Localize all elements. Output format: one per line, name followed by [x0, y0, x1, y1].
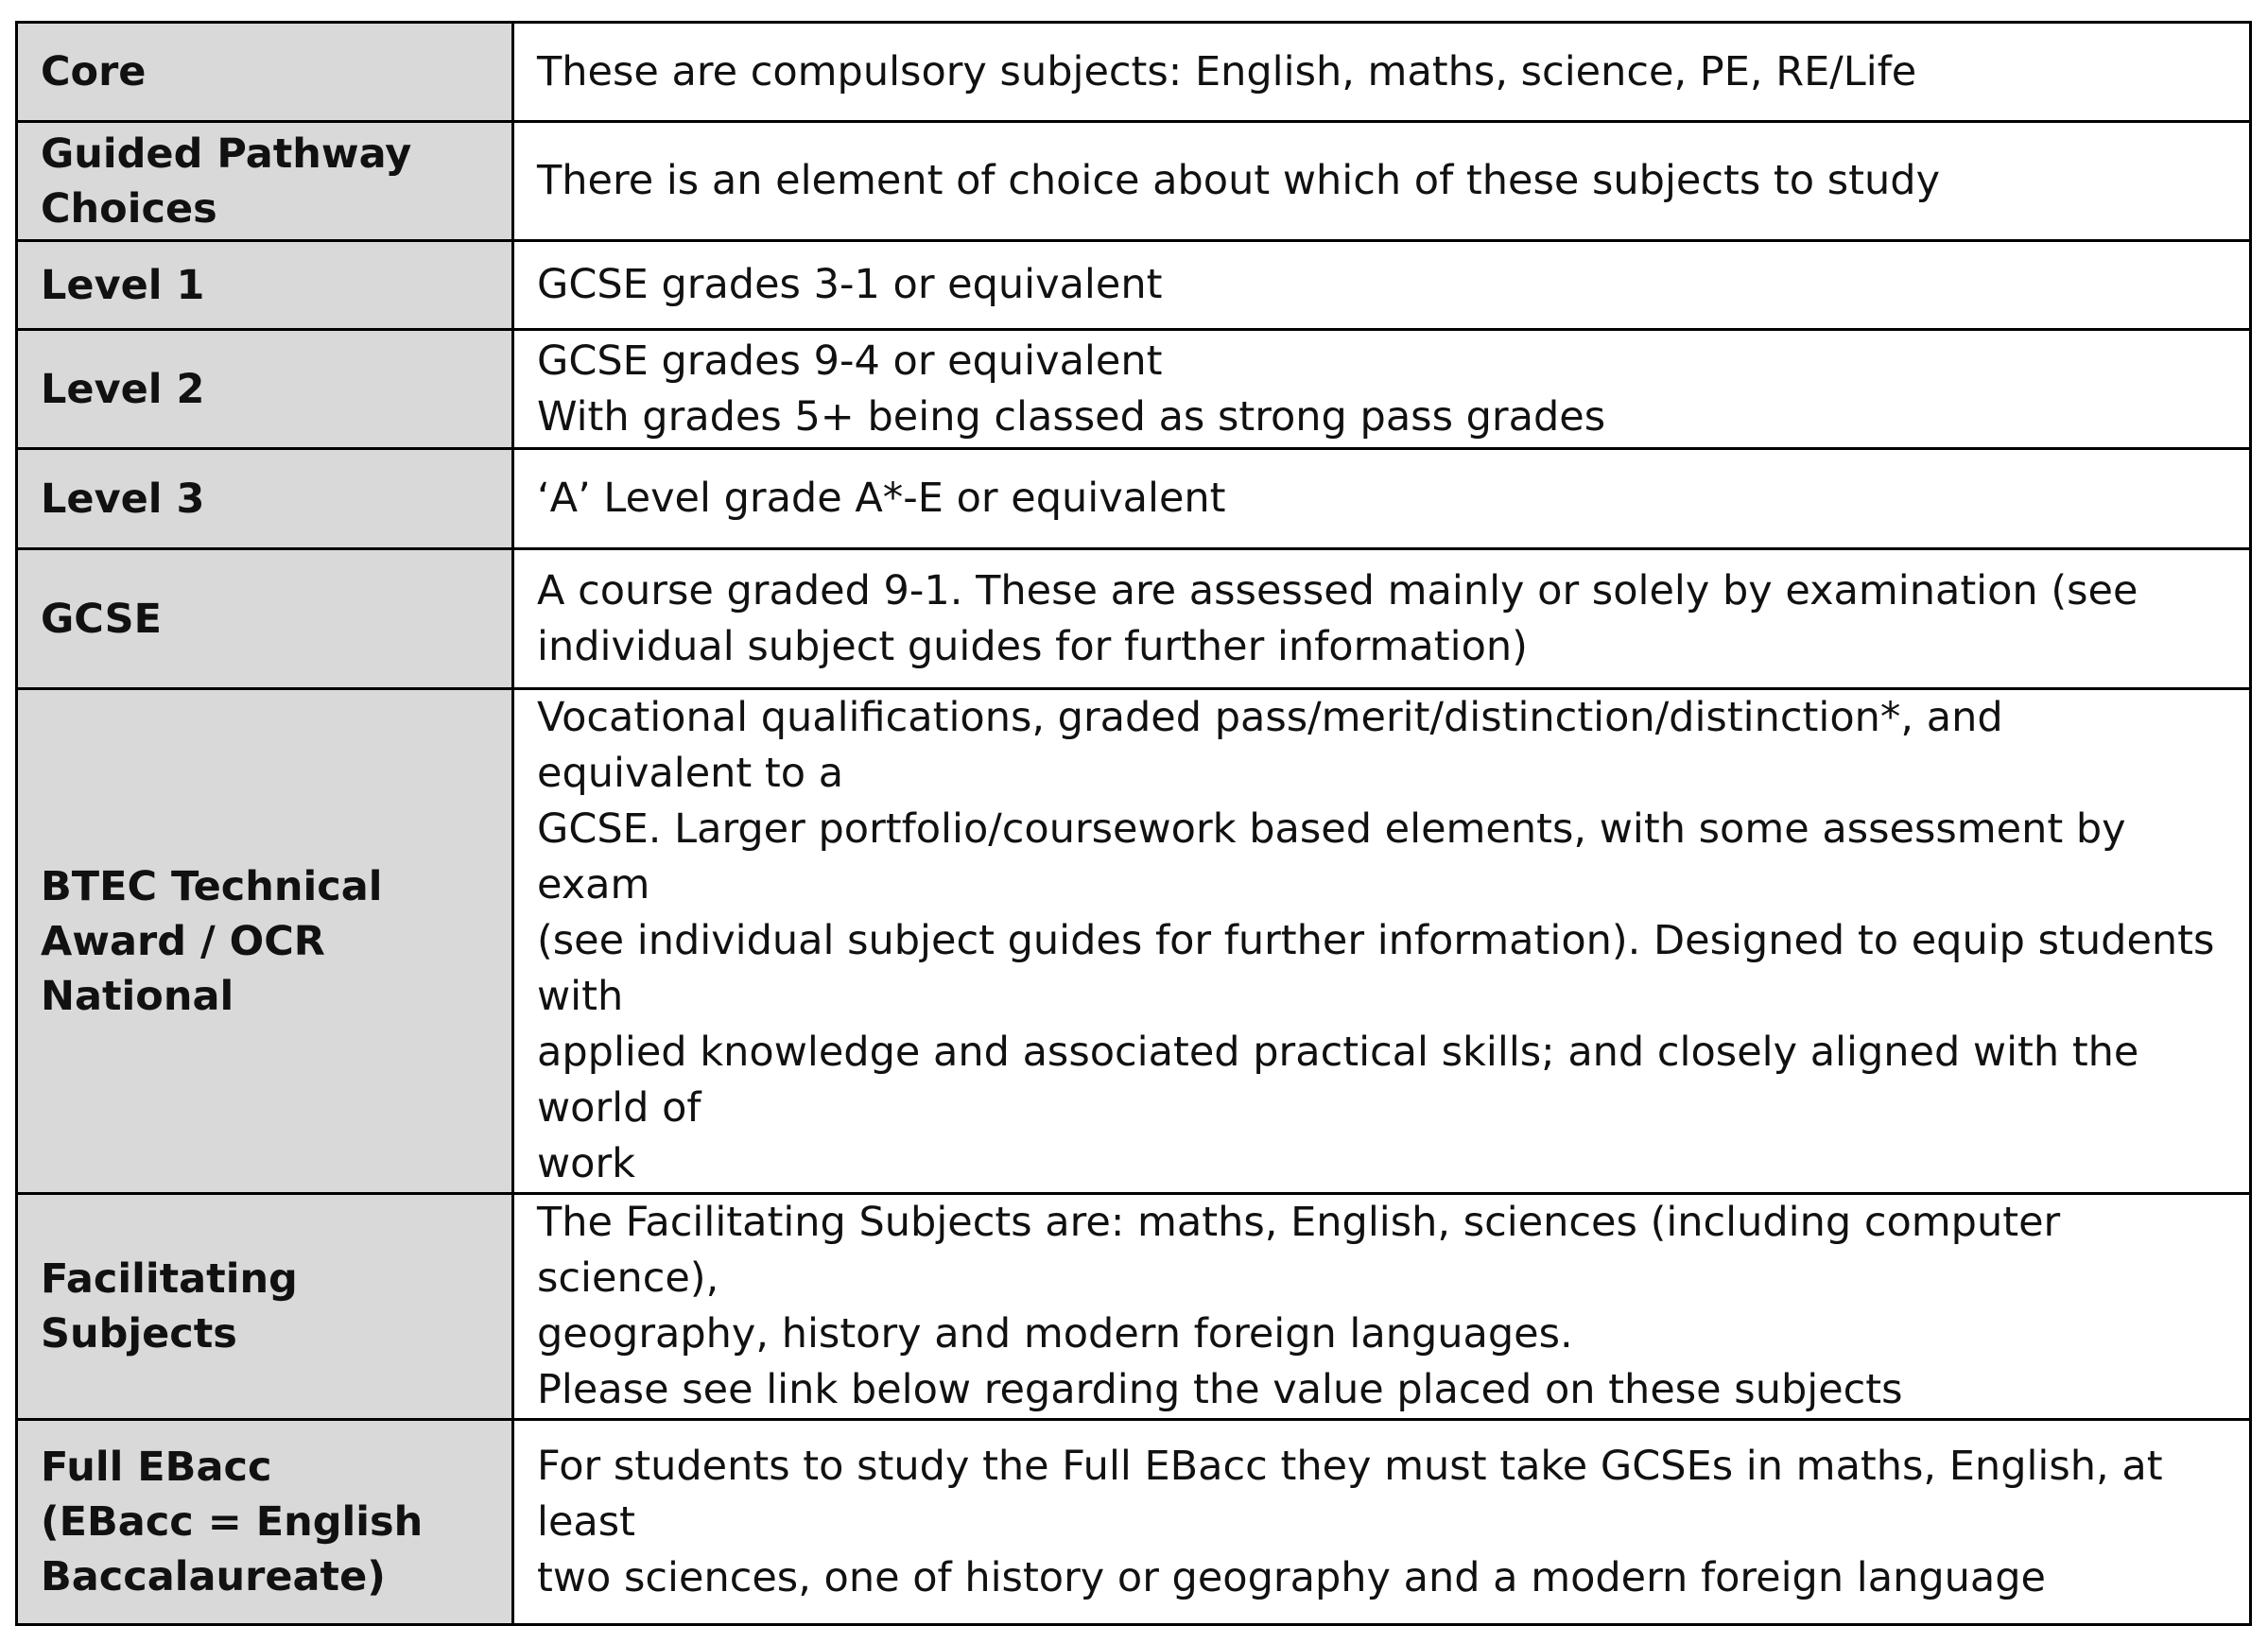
description-text: The Facilitating Subjects are: maths, English, sciences (including computer science), — [537, 1199, 2061, 1302]
description-text: Please see link below regarding the value placed on these subjects — [537, 1366, 1903, 1413]
table-row — [17, 449, 2251, 549]
description-text: For students to study the Full EBacc they must take GCSEs in maths, English, at least — [537, 1442, 2163, 1546]
term-cell — [17, 1420, 513, 1625]
description-text: A course graded 9-1. These are assessed mainly or solely by examination (see — [537, 566, 2138, 614]
term-text: Level 3 — [41, 475, 205, 523]
table-row — [17, 1420, 2251, 1625]
table-row — [17, 1194, 2251, 1420]
term-text: Level 1 — [41, 261, 205, 309]
term-text: Guided Pathway — [41, 130, 412, 178]
description-text: geography, history and modern foreign languages. — [537, 1310, 1573, 1358]
description-cell — [513, 1420, 2251, 1625]
term-cell — [17, 449, 513, 549]
description-text: There is an element of choice about which of these subjects to study — [537, 157, 1941, 204]
description-cell — [513, 689, 2251, 1194]
description-text: individual subject guides for further information) — [537, 622, 1528, 670]
term-text: (EBacc = English — [41, 1498, 424, 1546]
term-text: BTEC Technical — [41, 862, 383, 910]
term-text: Core — [41, 48, 147, 95]
term-text: GCSE — [41, 595, 162, 643]
description-cell — [513, 122, 2251, 241]
description-text: With grades 5+ being classed as strong pass grades — [537, 392, 1606, 441]
table-row — [17, 689, 2251, 1194]
term-text: Facilitating — [41, 1255, 298, 1303]
description-cell — [513, 549, 2251, 689]
term-text: Baccalaureate) — [41, 1553, 386, 1600]
term-cell — [17, 689, 513, 1194]
table-row — [17, 241, 2251, 330]
description-text: GCSE. Larger portfolio/coursework based elements, with some assessment by exam — [537, 805, 2126, 908]
description-cell — [513, 1194, 2251, 1420]
term-text: Full EBacc — [41, 1444, 272, 1491]
description-text: applied knowledge and associated practical skills; and closely aligned with the world of — [537, 1029, 2139, 1132]
description-cell — [513, 241, 2251, 330]
description-text: (see individual subject guides for further information). Designed to equip students with — [537, 917, 2215, 1020]
table-row — [17, 549, 2251, 689]
description-text: GCSE grades 9-4 or equivalent — [537, 337, 1163, 385]
term-text: Subjects — [41, 1310, 237, 1358]
description-cell — [513, 449, 2251, 549]
term-cell — [17, 1194, 513, 1420]
table-row — [17, 23, 2251, 122]
term-cell — [17, 122, 513, 241]
description-text: GCSE grades 3-1 or equivalent — [537, 261, 1163, 308]
description-text: ‘A’ Level grade A*-E or equivalent — [537, 475, 1226, 522]
qualifications-glossary-table — [15, 21, 2252, 1626]
description-cell — [513, 330, 2251, 449]
description-cell — [513, 23, 2251, 122]
description-text: Vocational qualifications, graded pass/merit/distinction/distinction*, and equivalent to a — [537, 694, 2003, 797]
description-text: work — [537, 1140, 636, 1187]
table-row — [17, 122, 2251, 241]
term-text: Choices — [41, 184, 217, 233]
table-row — [17, 330, 2251, 449]
term-text: National — [41, 972, 234, 1020]
term-text: Award / OCR — [41, 917, 325, 965]
term-cell — [17, 330, 513, 449]
description-text: two sciences, one of history or geography and a modern foreign language — [537, 1553, 2046, 1601]
term-cell — [17, 549, 513, 689]
term-cell — [17, 241, 513, 330]
description-text: These are compulsory subjects: English, maths, science, PE, RE/Life — [537, 47, 1917, 95]
term-cell — [17, 23, 513, 122]
term-text: Level 2 — [41, 365, 205, 413]
